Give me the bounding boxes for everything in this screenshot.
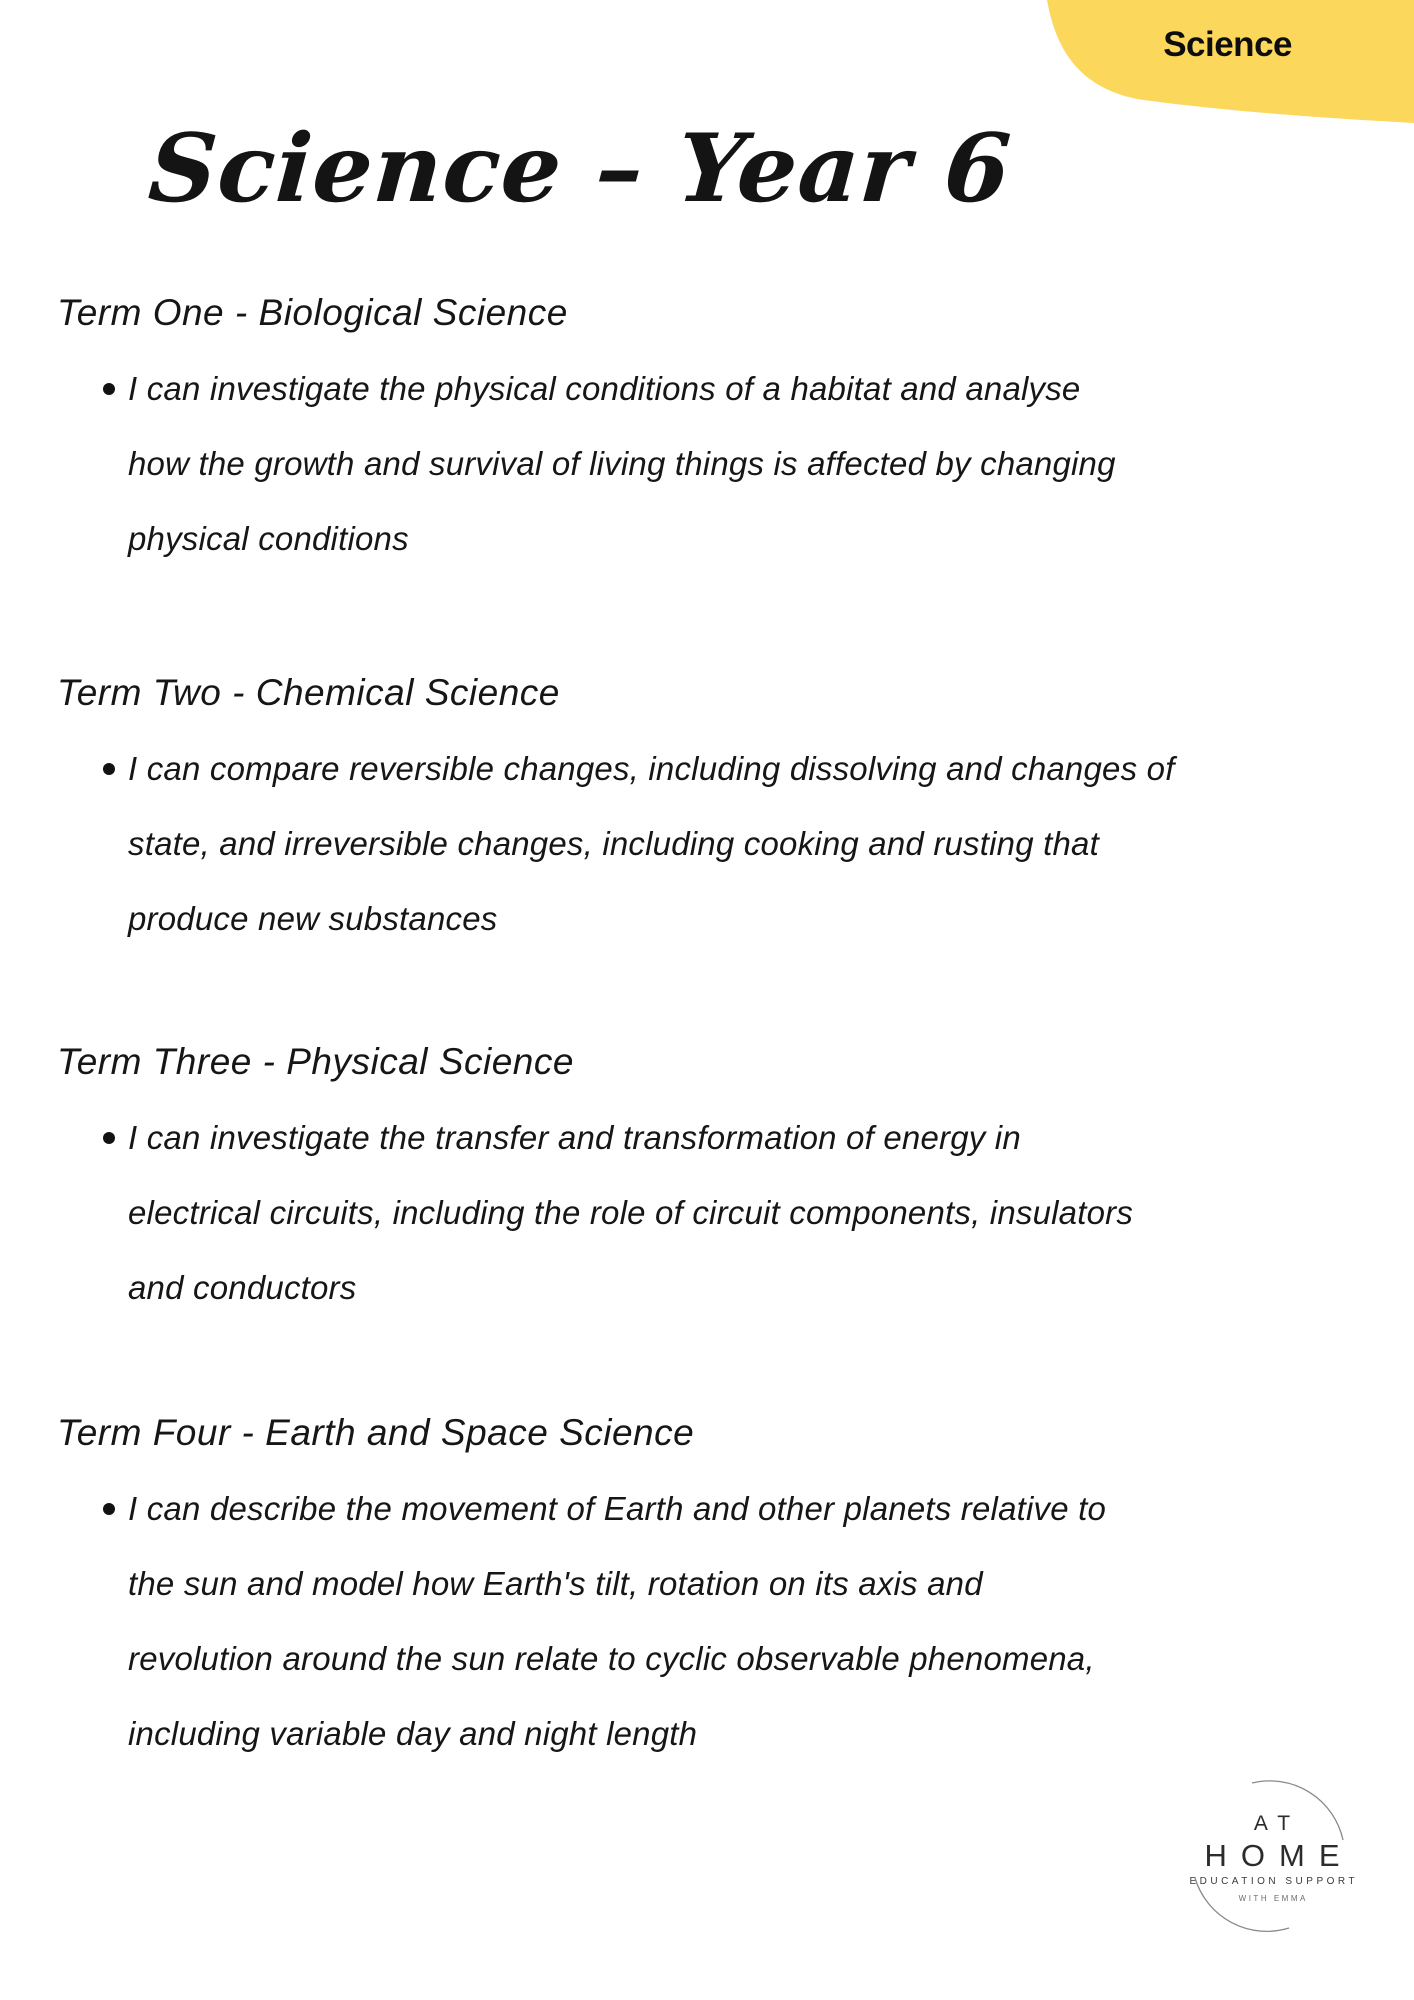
brand-logo: [1182, 1768, 1362, 1948]
logo-text-at: AT: [1253, 1812, 1302, 1835]
section-term-four: [57, 1407, 1364, 1771]
goal-line: the sun and model how Earth's tilt, rotation on its axis and: [128, 1565, 983, 1602]
term-four-goal-list: [57, 1471, 1364, 1771]
goal-line: I can investigate the physical conditions of a habitat and analyse: [128, 370, 1081, 407]
term-one-goal-list: [57, 351, 1364, 576]
term-three-goal-list: [57, 1100, 1364, 1325]
logo-text-education-support: EDUCATION SUPPORT: [1189, 1876, 1359, 1887]
term-two-goal-list: [57, 731, 1364, 956]
goal-line: electrical circuits, including the role of circuit components, insulators: [128, 1194, 1134, 1231]
bullet-dot-icon: [103, 763, 115, 775]
term-four-heading: Term Four - Earth and Space Science: [57, 1412, 695, 1453]
section-term-two: [57, 667, 1364, 956]
bullet-dot-icon: [103, 1132, 115, 1144]
term-one-heading: Term One - Biological Science: [57, 292, 568, 333]
goal-line: I can investigate the transfer and transformation of energy in: [128, 1119, 1021, 1156]
page-title: Science – Year 6: [145, 113, 1015, 224]
goal-line: physical conditions: [128, 520, 409, 557]
logo-text-with-emma: WITH EMMA: [1238, 1894, 1308, 1903]
goal-line: and conductors: [128, 1269, 357, 1306]
goal-line: state, and irreversible changes, including cooking and rusting that: [128, 825, 1099, 862]
goal-line: how the growth and survival of living things is affected by changing: [128, 445, 1116, 482]
term-three-heading: Term Three - Physical Science: [57, 1041, 574, 1082]
bullet-dot-icon: [103, 383, 115, 395]
goal-line: produce new substances: [128, 900, 498, 937]
subject-badge-label: Science: [1163, 25, 1292, 64]
goal-item: [57, 1471, 1364, 1771]
bullet-dot-icon: [103, 1503, 115, 1515]
goal-line: I can describe the movement of Earth and other planets relative to: [128, 1490, 1107, 1527]
section-term-one: [57, 287, 1364, 576]
term-two-heading: Term Two - Chemical Science: [57, 672, 560, 713]
goal-item: [57, 351, 1364, 576]
section-term-three: [57, 1036, 1364, 1325]
goal-line: I can compare reversible changes, including dissolving and changes of: [128, 750, 1175, 787]
goal-line: revolution around the sun relate to cyclic observable phenomena,: [128, 1640, 1095, 1677]
goal-item: [57, 731, 1364, 956]
logo-text-home: HOME: [1204, 1838, 1354, 1873]
goal-item: [57, 1100, 1364, 1325]
goal-line: including variable day and night length: [128, 1715, 698, 1752]
